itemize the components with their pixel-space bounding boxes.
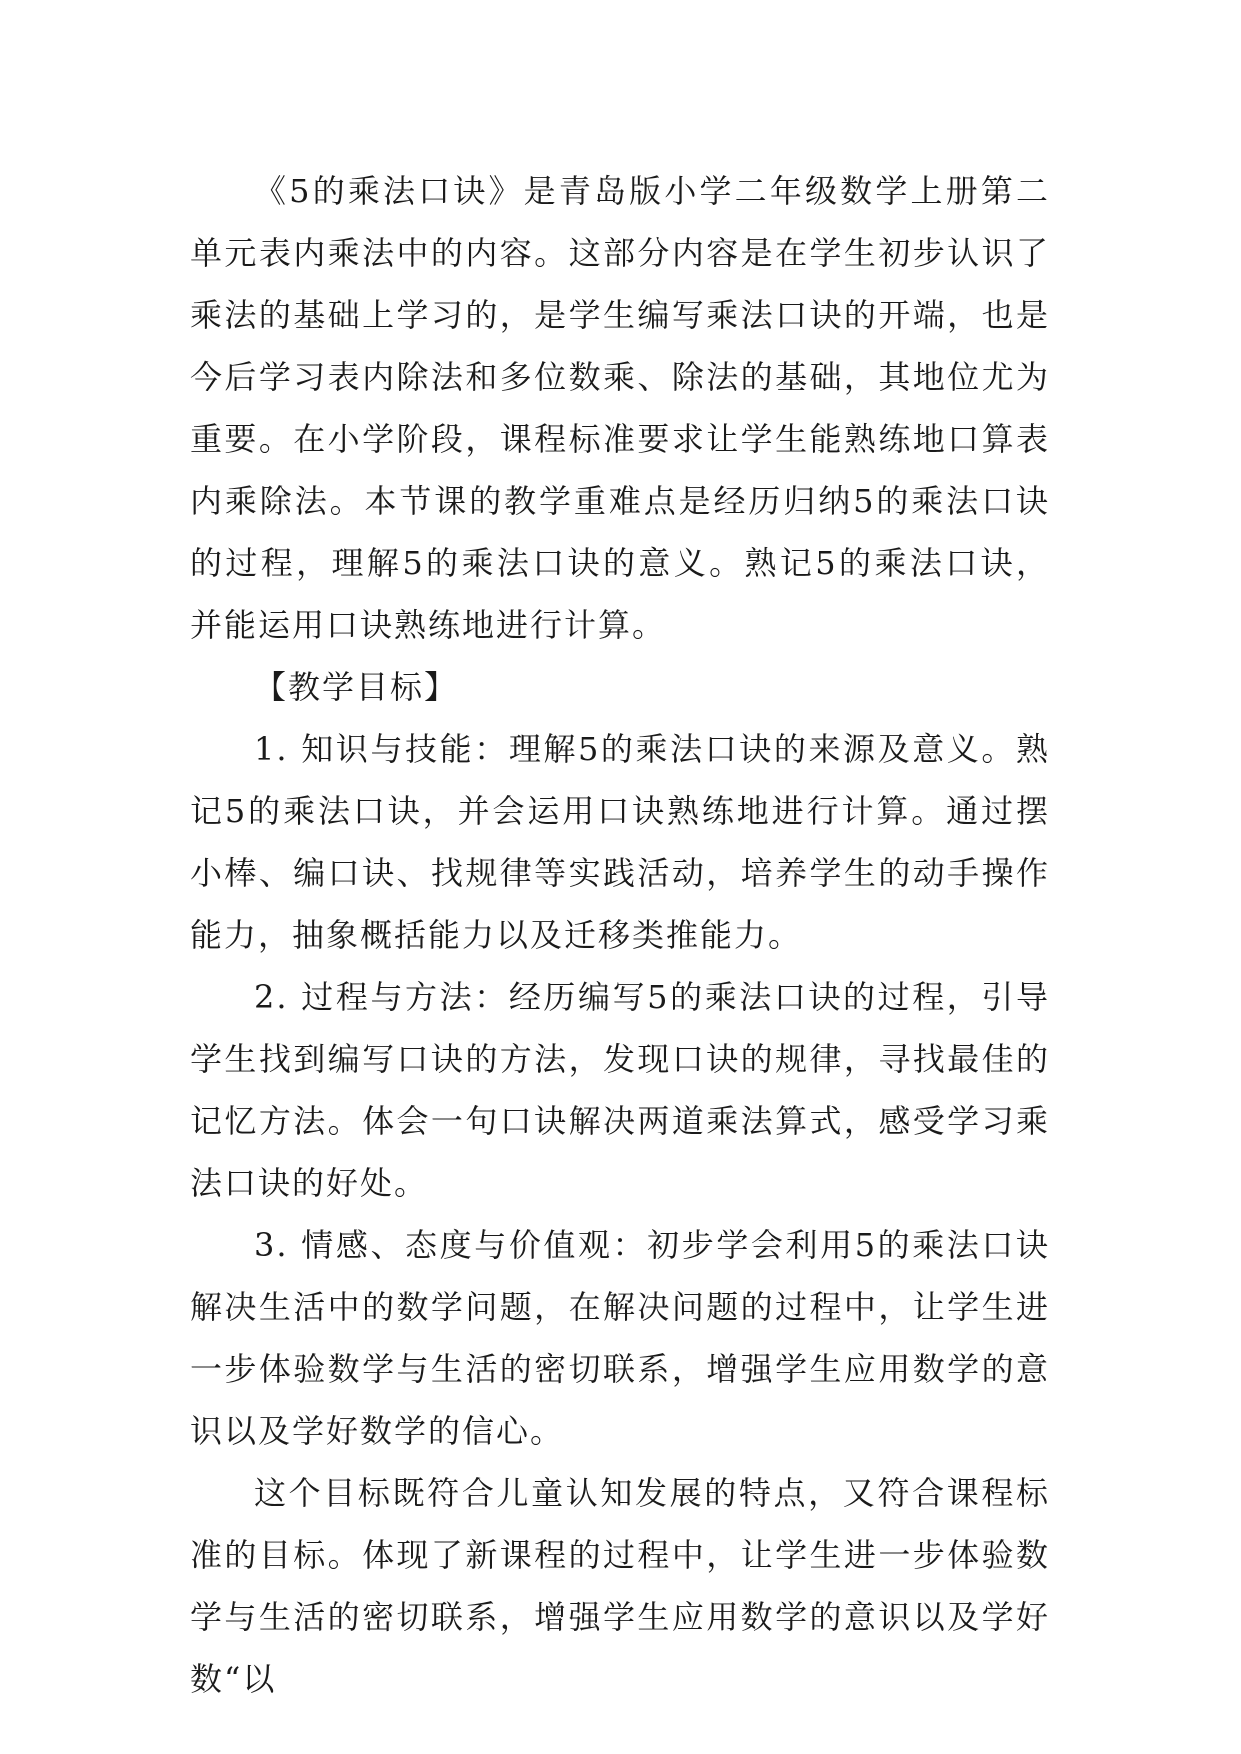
- objective-knowledge-skills: 1. 知识与技能：理解5的乘法口诀的来源及意义。熟记5的乘法口诀，并会运用口诀熟练地进行计算。通过摆小棒、编口诀、找规律等实践活动，培养学生的动手操作能力，抽象概括能力以及迁移类推能力。: [190, 730, 1050, 954]
- document-page: [190, 160, 1050, 1710]
- objective-emotion-attitude-values: 3. 情感、态度与价值观：初步学会利用5的乘法口诀解决生活中的数学问题，在解决问题的过程中，让学生进一步体验数学与生活的密切联系，增强学生应用数学的意识以及学好数学的信心。: [190, 1226, 1050, 1450]
- conclusion-paragraph: 这个目标既符合儿童认知发展的特点，又符合课程标准的目标。体现了新课程的过程中，让学生进一步体验数学与生活的密切联系，增强学生应用数学的意识以及学好数“以: [190, 1474, 1050, 1698]
- objective-process-methods: 2. 过程与方法：经历编写5的乘法口诀的过程，引导学生找到编写口诀的方法，发现口诀的规律，寻找最佳的记忆方法。体会一句口诀解决两道乘法算式，感受学习乘法口诀的好处。: [190, 978, 1050, 1202]
- section-heading-teaching-objectives: 【教学目标】: [254, 668, 459, 706]
- intro-paragraph: 《5的乘法口诀》是青岛版小学二年级数学上册第二单元表内乘法中的内容。这部分内容是在学生初步认识了乘法的基础上学习的，是学生编写乘法口诀的开端，也是今后学习表内除法和多位数乘、除法的基础，其地位尤为重要。在小学阶段，课程标准要求让学生能熟练地口算表内乘除法。本节课的教学重难点是经历归纳5的乘法口诀的过程，理解5的乘法口诀的意义。熟记5的乘法口诀，并能运用口诀熟练地进行计算。: [190, 172, 1050, 644]
